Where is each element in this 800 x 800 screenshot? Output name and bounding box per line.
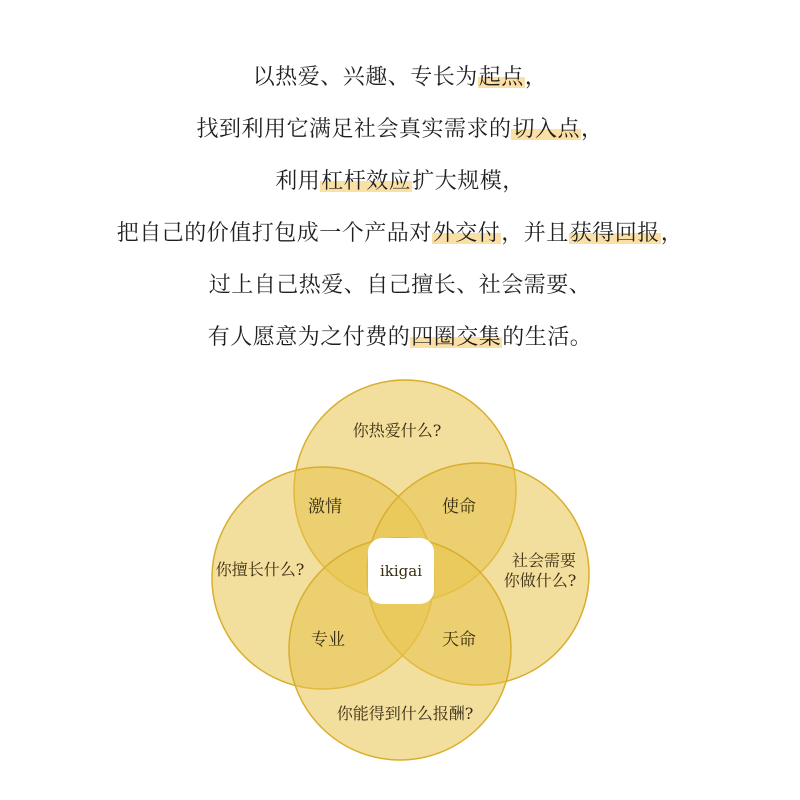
overlap-profession: 专业 (311, 630, 345, 650)
text-segment: 找到利用它满足社会真实需求的 (196, 117, 512, 142)
highlighted-phrase: 外交付 (432, 221, 501, 246)
label-what-you-love: 你热爱什么? (352, 421, 442, 440)
highlighted-phrase: 杠杆效应 (321, 169, 412, 194)
label-what-world-needs-line1: 社会需要 (511, 551, 577, 570)
highlighted-phrase: 获得回报 (569, 221, 660, 246)
label-what-you-are-good-at: 你擅长什么? (215, 560, 305, 579)
overlap-passion: 激情 (308, 497, 342, 517)
highlighted-phrase: 四圈交集 (411, 325, 502, 350)
text-segment: 扩大规模， (412, 169, 525, 194)
text-segment: ， (660, 221, 684, 246)
text-segment: ，并且 (501, 221, 569, 246)
text-segment: 以热爱、兴趣、专长为 (252, 65, 478, 90)
text-segment: 的生活。 (502, 325, 593, 350)
highlighted-phrase: 起点 (478, 65, 524, 90)
highlighted-phrase: 切入点 (512, 117, 580, 142)
text-segment: ， (581, 117, 604, 142)
text-segment: 把自己的价值打包成一个产品对 (116, 221, 432, 246)
label-what-you-get-paid-for: 你能得到什么报酬? (336, 704, 474, 723)
center-ikigai: ikigai (379, 562, 423, 580)
overlap-mission: 使命 (442, 497, 476, 517)
label-what-world-needs-line2: 你做什么? (503, 571, 577, 590)
text-segment: 有人愿意为之付费的 (207, 325, 411, 350)
text-segment: 利用 (275, 169, 321, 194)
text-segment: 过上自己热爱、自己擅长、社会需要、 (208, 273, 592, 298)
text-segment: ， (524, 65, 548, 90)
overlap-vocation: 天命 (442, 630, 476, 650)
